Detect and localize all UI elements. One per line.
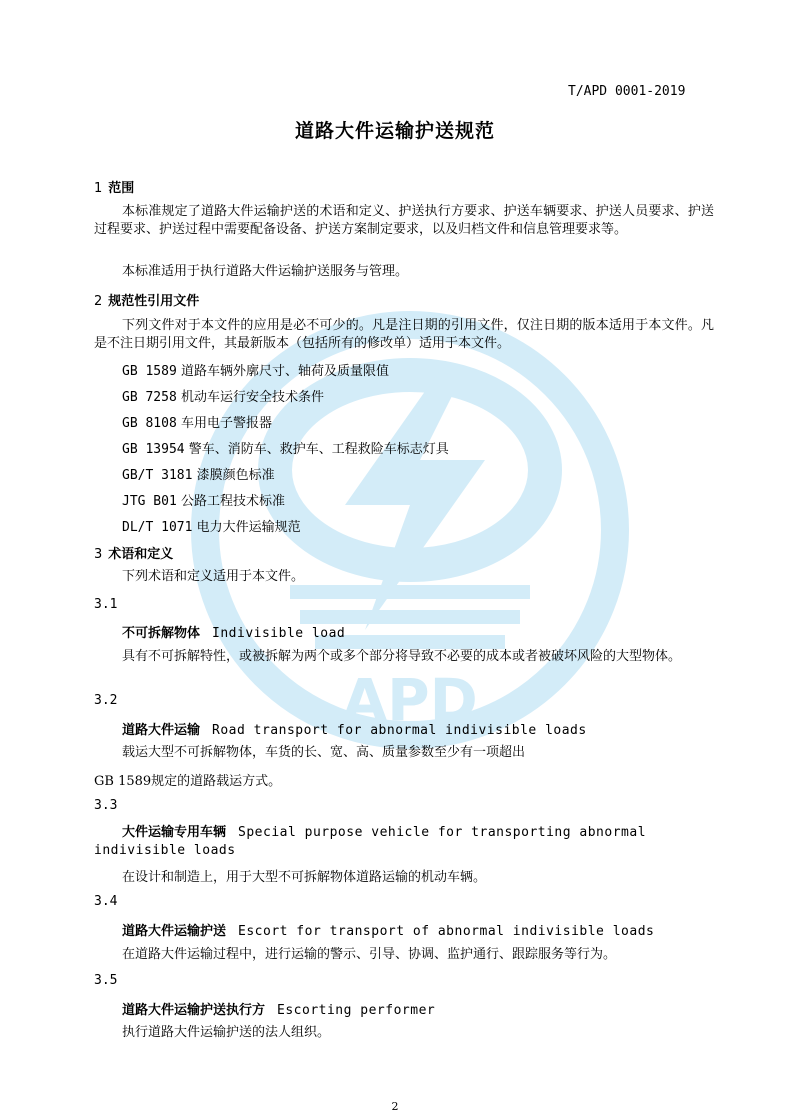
reference-code: DL/T 1071 [122,520,193,535]
reference-code: JTG B01 [122,494,177,509]
term-heading [122,719,587,738]
term-number: 3.3 [94,798,118,813]
reference-code: GB/T 3181 [122,468,193,483]
reference-item [122,386,324,405]
term-number: 3.4 [94,894,118,909]
reference-title: 漆膜颜色标准 [196,468,275,483]
paragraph: 下列术语和定义适用于本文件。 [122,569,305,584]
term-zh: 不可拆解物体 [122,626,201,641]
term-zh: 道路大件运输护送 [122,924,227,939]
reference-code: GB 8108 [122,416,177,431]
section-title: 规范性引用文件 [108,294,200,309]
reference-title: 道路车辆外廓尺寸、轴荷及质量限值 [180,364,389,379]
reference-item [122,360,389,379]
section-3-heading [94,543,173,562]
document-number: T/APD 0001-2019 [568,84,686,99]
term-definition: 载运大型不可拆解物体，车货的长、宽、高、质量参数至少有一项超出 [122,745,526,760]
term-zh: 道路大件运输 [122,723,201,738]
reference-code: GB 13954 [122,442,185,457]
reference-title: 机动车运行安全技术条件 [180,390,324,405]
section-number: 3 [94,547,103,562]
paragraph: 本标准规定了道路大件运输护送的术语和定义、护送执行方要求、护送车辆要求、护送人员要求、护送过程要求、护送过程中需要配备设备、护送方案制定要求，以及归档文件和信息管理要求等。 [94,204,714,237]
reference-item [122,412,272,431]
term-number: 3.2 [94,693,118,708]
reference-title: 车用电子警报器 [180,416,272,431]
reference-title: 警车、消防车、救护车、工程救险车标志灯具 [188,442,449,457]
term-definition: 执行道路大件运输护送的法人组织。 [122,1025,331,1040]
term-en: Special purpose vehicle for transporting abnormal indivisible loads [94,825,647,858]
term-heading [122,622,345,641]
paragraph: 下列文件对于本文件的应用是必不可少的。凡是注日期的引用文件，仅注日期的版本适用于本文件。凡是不注日期引用文件，其最新版本（包括所有的修改单）适用于本文件。 [94,318,714,351]
reference-title: 电力大件运输规范 [196,520,301,535]
section-title: 范围 [108,181,135,196]
section-title: 术语和定义 [108,547,174,562]
reference-item [122,464,275,483]
term-number: 3.1 [94,597,118,612]
reference-code: GB 7258 [122,390,177,405]
term-definition: 在道路大件运输过程中，进行运输的警示、引导、协调、监护通行、跟踪服务等行为。 [122,947,617,962]
term-zh: 道路大件运输护送执行方 [122,1003,266,1018]
reference-code: GB 1589 [122,364,177,379]
term-definition: 在设计和制造上，用于大型不可拆解物体道路运输的机动车辆。 [122,870,487,885]
term-en: Road transport for abnormal indivisible loads [212,723,587,738]
term-number: 3.5 [94,973,118,988]
term-heading [122,920,654,939]
reference-title: 公路工程技术标准 [180,494,285,509]
term-en: Escorting performer [277,1003,436,1018]
term-en: Indivisible load [212,626,346,641]
section-number: 2 [94,294,103,309]
reference-item [122,490,285,509]
term-definition: 具有不可拆解特性，或被拆解为两个或多个部分将导致不必要的成本或者被破坏风险的大型物体。 [122,649,682,664]
term-en: Escort for transport of abnormal indivisible loads [238,924,655,939]
page-number: 2 [391,1100,399,1113]
reference-item [122,516,301,535]
section-2-heading [94,290,199,309]
term-heading [94,824,694,860]
watermark-text: APD [342,666,478,734]
term-definition-continued: GB 1589规定的道路载运方式。 [94,774,282,789]
paragraph: 本标准适用于执行道路大件运输护送服务与管理。 [122,264,409,279]
term-heading [122,999,435,1018]
term-zh: 大件运输专用车辆 [122,825,227,840]
section-number: 1 [94,181,103,196]
document-title: 道路大件运输护送规范 [294,120,495,142]
reference-item [122,438,449,457]
section-1-heading [94,177,134,196]
